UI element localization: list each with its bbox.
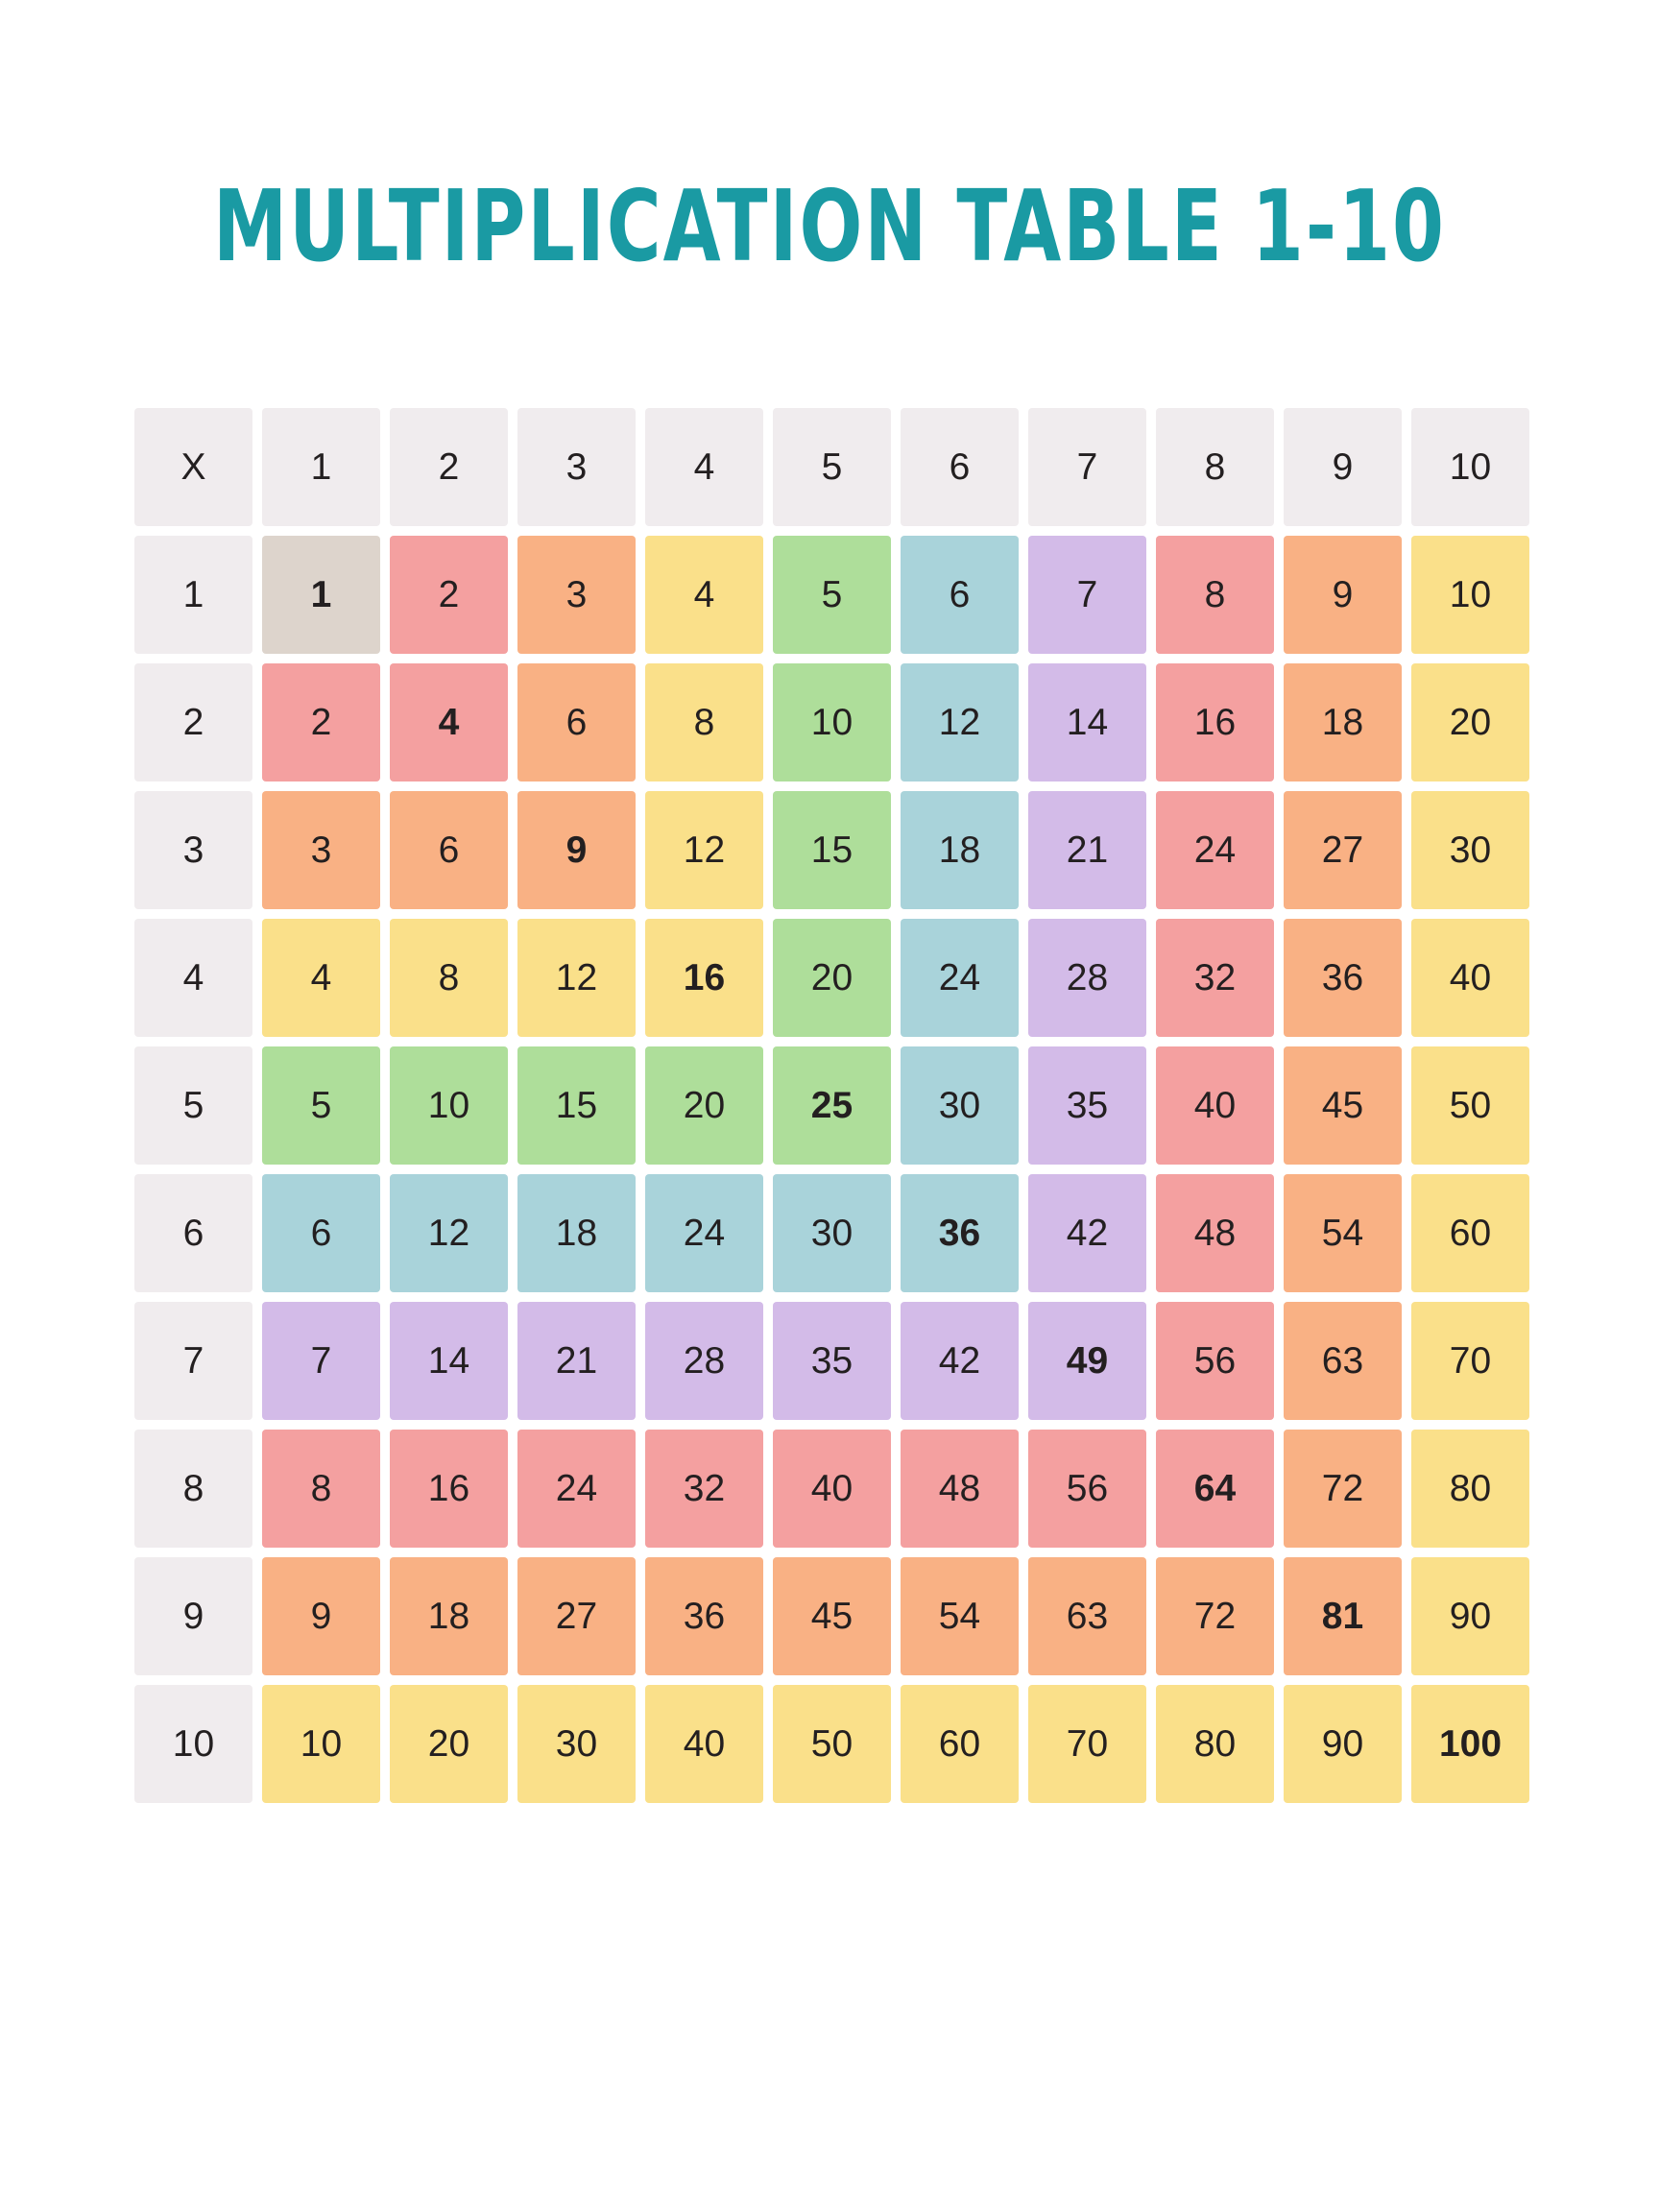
- product-cell-1x4: 4: [645, 536, 763, 654]
- product-cell-5x4: 20: [645, 1046, 763, 1165]
- row-header-7: 7: [134, 1302, 252, 1420]
- product-cell-4x3: 12: [517, 919, 636, 1037]
- row-header-10: 10: [134, 1685, 252, 1803]
- row-header-5: 5: [134, 1046, 252, 1165]
- product-cell-10x1: 10: [262, 1685, 380, 1803]
- product-cell-9x7: 63: [1028, 1557, 1146, 1675]
- product-cell-6x9: 54: [1284, 1174, 1402, 1292]
- product-cell-5x7: 35: [1028, 1046, 1146, 1165]
- table-header-row: [134, 408, 1529, 526]
- product-cell-6x5: 30: [773, 1174, 891, 1292]
- column-header-3: 3: [517, 408, 636, 526]
- table-row: [134, 1302, 1529, 1420]
- row-header-6: 6: [134, 1174, 252, 1292]
- product-cell-3x8: 24: [1156, 791, 1274, 909]
- product-cell-5x6: 30: [901, 1046, 1019, 1165]
- corner-cell: X: [134, 408, 252, 526]
- product-cell-2x4: 8: [645, 663, 763, 781]
- product-cell-7x3: 21: [517, 1302, 636, 1420]
- product-cell-2x9: 18: [1284, 663, 1402, 781]
- row-header-2: 2: [134, 663, 252, 781]
- product-cell-3x2: 6: [390, 791, 508, 909]
- table-row: [134, 1046, 1529, 1165]
- product-cell-7x6: 42: [901, 1302, 1019, 1420]
- product-cell-2x8: 16: [1156, 663, 1274, 781]
- product-cell-8x1: 8: [262, 1430, 380, 1548]
- product-cell-7x5: 35: [773, 1302, 891, 1420]
- product-cell-8x6: 48: [901, 1430, 1019, 1548]
- product-cell-6x7: 42: [1028, 1174, 1146, 1292]
- product-cell-5x2: 10: [390, 1046, 508, 1165]
- product-cell-9x4: 36: [645, 1557, 763, 1675]
- product-cell-10x8: 80: [1156, 1685, 1274, 1803]
- column-header-2: 2: [390, 408, 508, 526]
- product-cell-9x3: 27: [517, 1557, 636, 1675]
- product-cell-2x5: 10: [773, 663, 891, 781]
- product-cell-7x9: 63: [1284, 1302, 1402, 1420]
- product-cell-1x1: 1: [262, 536, 380, 654]
- product-cell-9x9: 81: [1284, 1557, 1402, 1675]
- product-cell-2x6: 12: [901, 663, 1019, 781]
- product-cell-8x3: 24: [517, 1430, 636, 1548]
- product-cell-5x9: 45: [1284, 1046, 1402, 1165]
- product-cell-4x1: 4: [262, 919, 380, 1037]
- product-cell-3x7: 21: [1028, 791, 1146, 909]
- product-cell-8x9: 72: [1284, 1430, 1402, 1548]
- product-cell-1x2: 2: [390, 536, 508, 654]
- product-cell-5x3: 15: [517, 1046, 636, 1165]
- product-cell-10x4: 40: [645, 1685, 763, 1803]
- column-header-6: 6: [901, 408, 1019, 526]
- product-cell-6x3: 18: [517, 1174, 636, 1292]
- row-header-4: 4: [134, 919, 252, 1037]
- product-cell-1x10: 10: [1411, 536, 1529, 654]
- product-cell-3x3: 9: [517, 791, 636, 909]
- product-cell-6x1: 6: [262, 1174, 380, 1292]
- product-cell-9x5: 45: [773, 1557, 891, 1675]
- column-header-4: 4: [645, 408, 763, 526]
- table-row: [134, 1430, 1529, 1548]
- product-cell-8x4: 32: [645, 1430, 763, 1548]
- product-cell-4x10: 40: [1411, 919, 1529, 1037]
- product-cell-5x8: 40: [1156, 1046, 1274, 1165]
- table-row: [134, 1685, 1529, 1803]
- product-cell-2x7: 14: [1028, 663, 1146, 781]
- product-cell-8x2: 16: [390, 1430, 508, 1548]
- product-cell-1x7: 7: [1028, 536, 1146, 654]
- product-cell-3x6: 18: [901, 791, 1019, 909]
- multiplication-table: [125, 398, 1539, 1813]
- product-cell-10x3: 30: [517, 1685, 636, 1803]
- product-cell-7x7: 49: [1028, 1302, 1146, 1420]
- table-row: [134, 536, 1529, 654]
- product-cell-8x7: 56: [1028, 1430, 1146, 1548]
- product-cell-4x7: 28: [1028, 919, 1146, 1037]
- column-header-8: 8: [1156, 408, 1274, 526]
- table-row: [134, 663, 1529, 781]
- product-cell-8x10: 80: [1411, 1430, 1529, 1548]
- product-cell-3x1: 3: [262, 791, 380, 909]
- product-cell-3x5: 15: [773, 791, 891, 909]
- product-cell-10x10: 100: [1411, 1685, 1529, 1803]
- product-cell-4x8: 32: [1156, 919, 1274, 1037]
- product-cell-5x5: 25: [773, 1046, 891, 1165]
- row-header-3: 3: [134, 791, 252, 909]
- product-cell-9x2: 18: [390, 1557, 508, 1675]
- column-header-9: 9: [1284, 408, 1402, 526]
- product-cell-1x3: 3: [517, 536, 636, 654]
- table-row: [134, 1557, 1529, 1675]
- product-cell-7x8: 56: [1156, 1302, 1274, 1420]
- product-cell-10x2: 20: [390, 1685, 508, 1803]
- column-header-1: 1: [262, 408, 380, 526]
- product-cell-1x5: 5: [773, 536, 891, 654]
- product-cell-6x10: 60: [1411, 1174, 1529, 1292]
- product-cell-10x5: 50: [773, 1685, 891, 1803]
- column-header-5: 5: [773, 408, 891, 526]
- table-row: [134, 791, 1529, 909]
- product-cell-4x9: 36: [1284, 919, 1402, 1037]
- table-row: [134, 1174, 1529, 1292]
- product-cell-9x8: 72: [1156, 1557, 1274, 1675]
- product-cell-9x6: 54: [901, 1557, 1019, 1675]
- multiplication-grid: [125, 398, 1536, 1813]
- product-cell-8x5: 40: [773, 1430, 891, 1548]
- product-cell-8x8: 64: [1156, 1430, 1274, 1548]
- product-cell-2x2: 4: [390, 663, 508, 781]
- product-cell-6x8: 48: [1156, 1174, 1274, 1292]
- product-cell-10x6: 60: [901, 1685, 1019, 1803]
- product-cell-6x6: 36: [901, 1174, 1019, 1292]
- product-cell-3x9: 27: [1284, 791, 1402, 909]
- column-header-7: 7: [1028, 408, 1146, 526]
- product-cell-2x3: 6: [517, 663, 636, 781]
- product-cell-4x6: 24: [901, 919, 1019, 1037]
- row-header-9: 9: [134, 1557, 252, 1675]
- product-cell-6x2: 12: [390, 1174, 508, 1292]
- product-cell-10x9: 90: [1284, 1685, 1402, 1803]
- product-cell-10x7: 70: [1028, 1685, 1146, 1803]
- product-cell-4x5: 20: [773, 919, 891, 1037]
- product-cell-9x10: 90: [1411, 1557, 1529, 1675]
- product-cell-7x4: 28: [645, 1302, 763, 1420]
- product-cell-7x1: 7: [262, 1302, 380, 1420]
- product-cell-1x6: 6: [901, 536, 1019, 654]
- row-header-8: 8: [134, 1430, 252, 1548]
- product-cell-4x2: 8: [390, 919, 508, 1037]
- page-title: MULTIPLICATION TABLE 1-10: [212, 168, 1447, 284]
- product-cell-3x10: 30: [1411, 791, 1529, 909]
- product-cell-2x1: 2: [262, 663, 380, 781]
- product-cell-1x9: 9: [1284, 536, 1402, 654]
- product-cell-1x8: 8: [1156, 536, 1274, 654]
- table-row: [134, 919, 1529, 1037]
- product-cell-4x4: 16: [645, 919, 763, 1037]
- product-cell-7x10: 70: [1411, 1302, 1529, 1420]
- product-cell-6x4: 24: [645, 1174, 763, 1292]
- product-cell-7x2: 14: [390, 1302, 508, 1420]
- product-cell-2x10: 20: [1411, 663, 1529, 781]
- product-cell-5x10: 50: [1411, 1046, 1529, 1165]
- product-cell-3x4: 12: [645, 791, 763, 909]
- product-cell-9x1: 9: [262, 1557, 380, 1675]
- row-header-1: 1: [134, 536, 252, 654]
- product-cell-5x1: 5: [262, 1046, 380, 1165]
- table-body: [134, 408, 1529, 1803]
- column-header-10: 10: [1411, 408, 1529, 526]
